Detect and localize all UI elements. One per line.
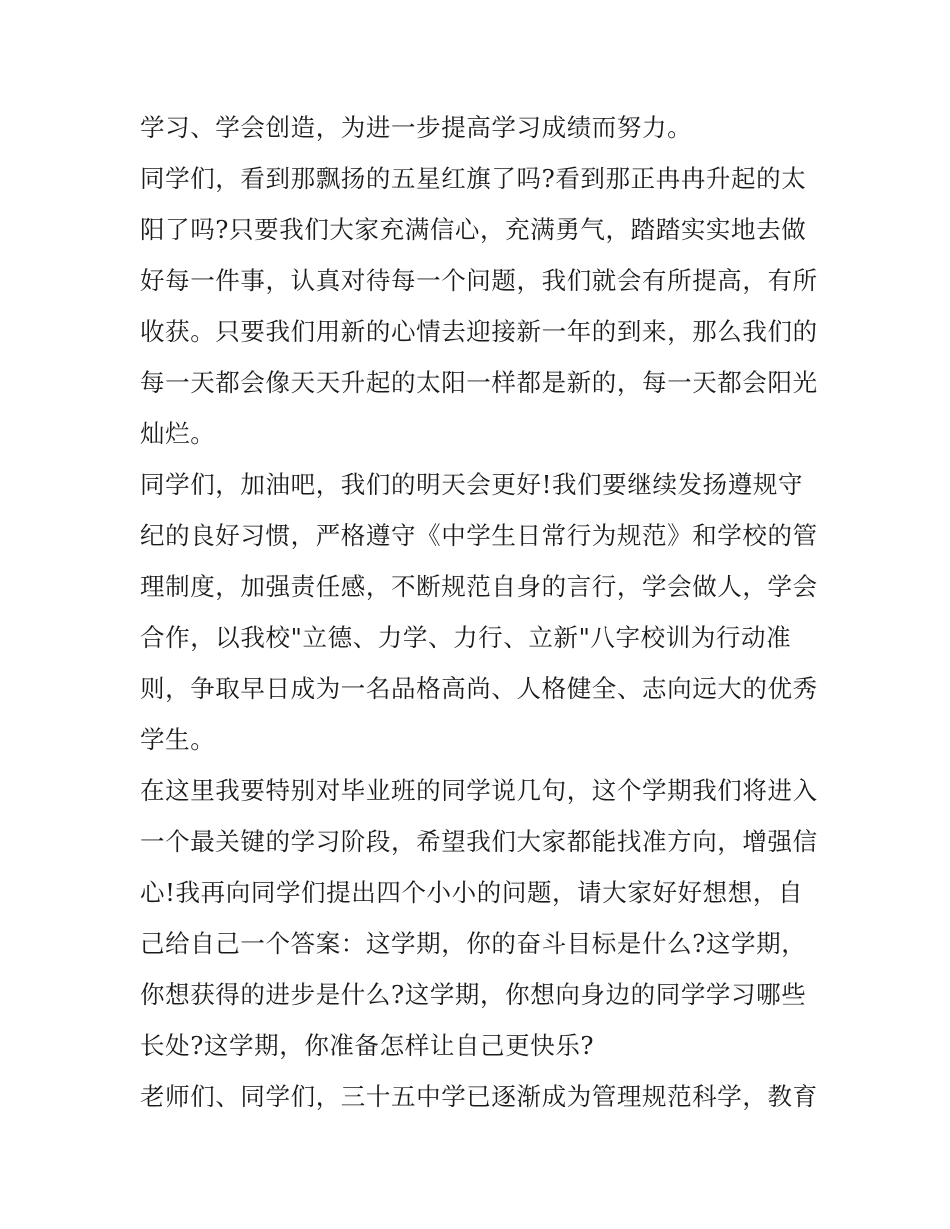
text-line: 心!我再向同学们提出四个小小的问题，请大家好好想想，自 [140,878,804,907]
text-line: 灿烂。 [140,419,216,448]
text-line: 则，争取早日成为一名品格高尚、人格健全、志向远大的优秀 [140,674,818,703]
text-line: 同学们，看到那飘扬的五星红旗了吗?看到那正冉冉升起的太 [140,164,807,193]
text-line: 老师们、同学们，三十五中学已逐渐成为管理规范科学，教育 [140,1082,818,1111]
text-line: 在这里我要特别对毕业班的同学说几句，这个学期我们将进入 [140,776,818,805]
text-line: 理制度，加强责任感，不断规范自身的言行，学会做人，学会 [140,572,818,601]
text-line: 同学们，加油吧，我们的明天会更好!我们要继续发扬遵规守 [140,470,804,499]
text-line: 己给自己一个答案：这学期，你的奋斗目标是什么?这学期， [140,929,807,958]
text-line: 纪的良好习惯，严格遵守《中学生日常行为规范》和学校的管 [140,521,818,550]
text-line: 每一天都会像天天升起的太阳一样都是新的，每一天都会阳光 [140,368,818,397]
text-line: 合作，以我校"立德、力学、力行、立新"八字校训为行动准 [140,623,792,652]
text-line: 你想获得的进步是什么?这学期，你想向身边的同学学习哪些 [140,980,807,1009]
text-line: 收获。只要我们用新的心情去迎接新一年的到来，那么我们的 [140,317,818,346]
text-line: 学习、学会创造，为进一步提高学习成绩而努力。 [140,113,693,142]
text-line: 一个最关键的学习阶段，希望我们大家都能找准方向，增强信 [140,827,818,856]
text-line: 长处?这学期，你准备怎样让自己更快乐? [140,1031,595,1060]
text-line: 阳了吗?只要我们大家充满信心，充满勇气，踏踏实实地去做 [140,215,807,244]
text-line: 学生。 [140,725,216,754]
text-line: 好每一件事，认真对待每一个问题，我们就会有所提高，有所 [140,266,818,295]
